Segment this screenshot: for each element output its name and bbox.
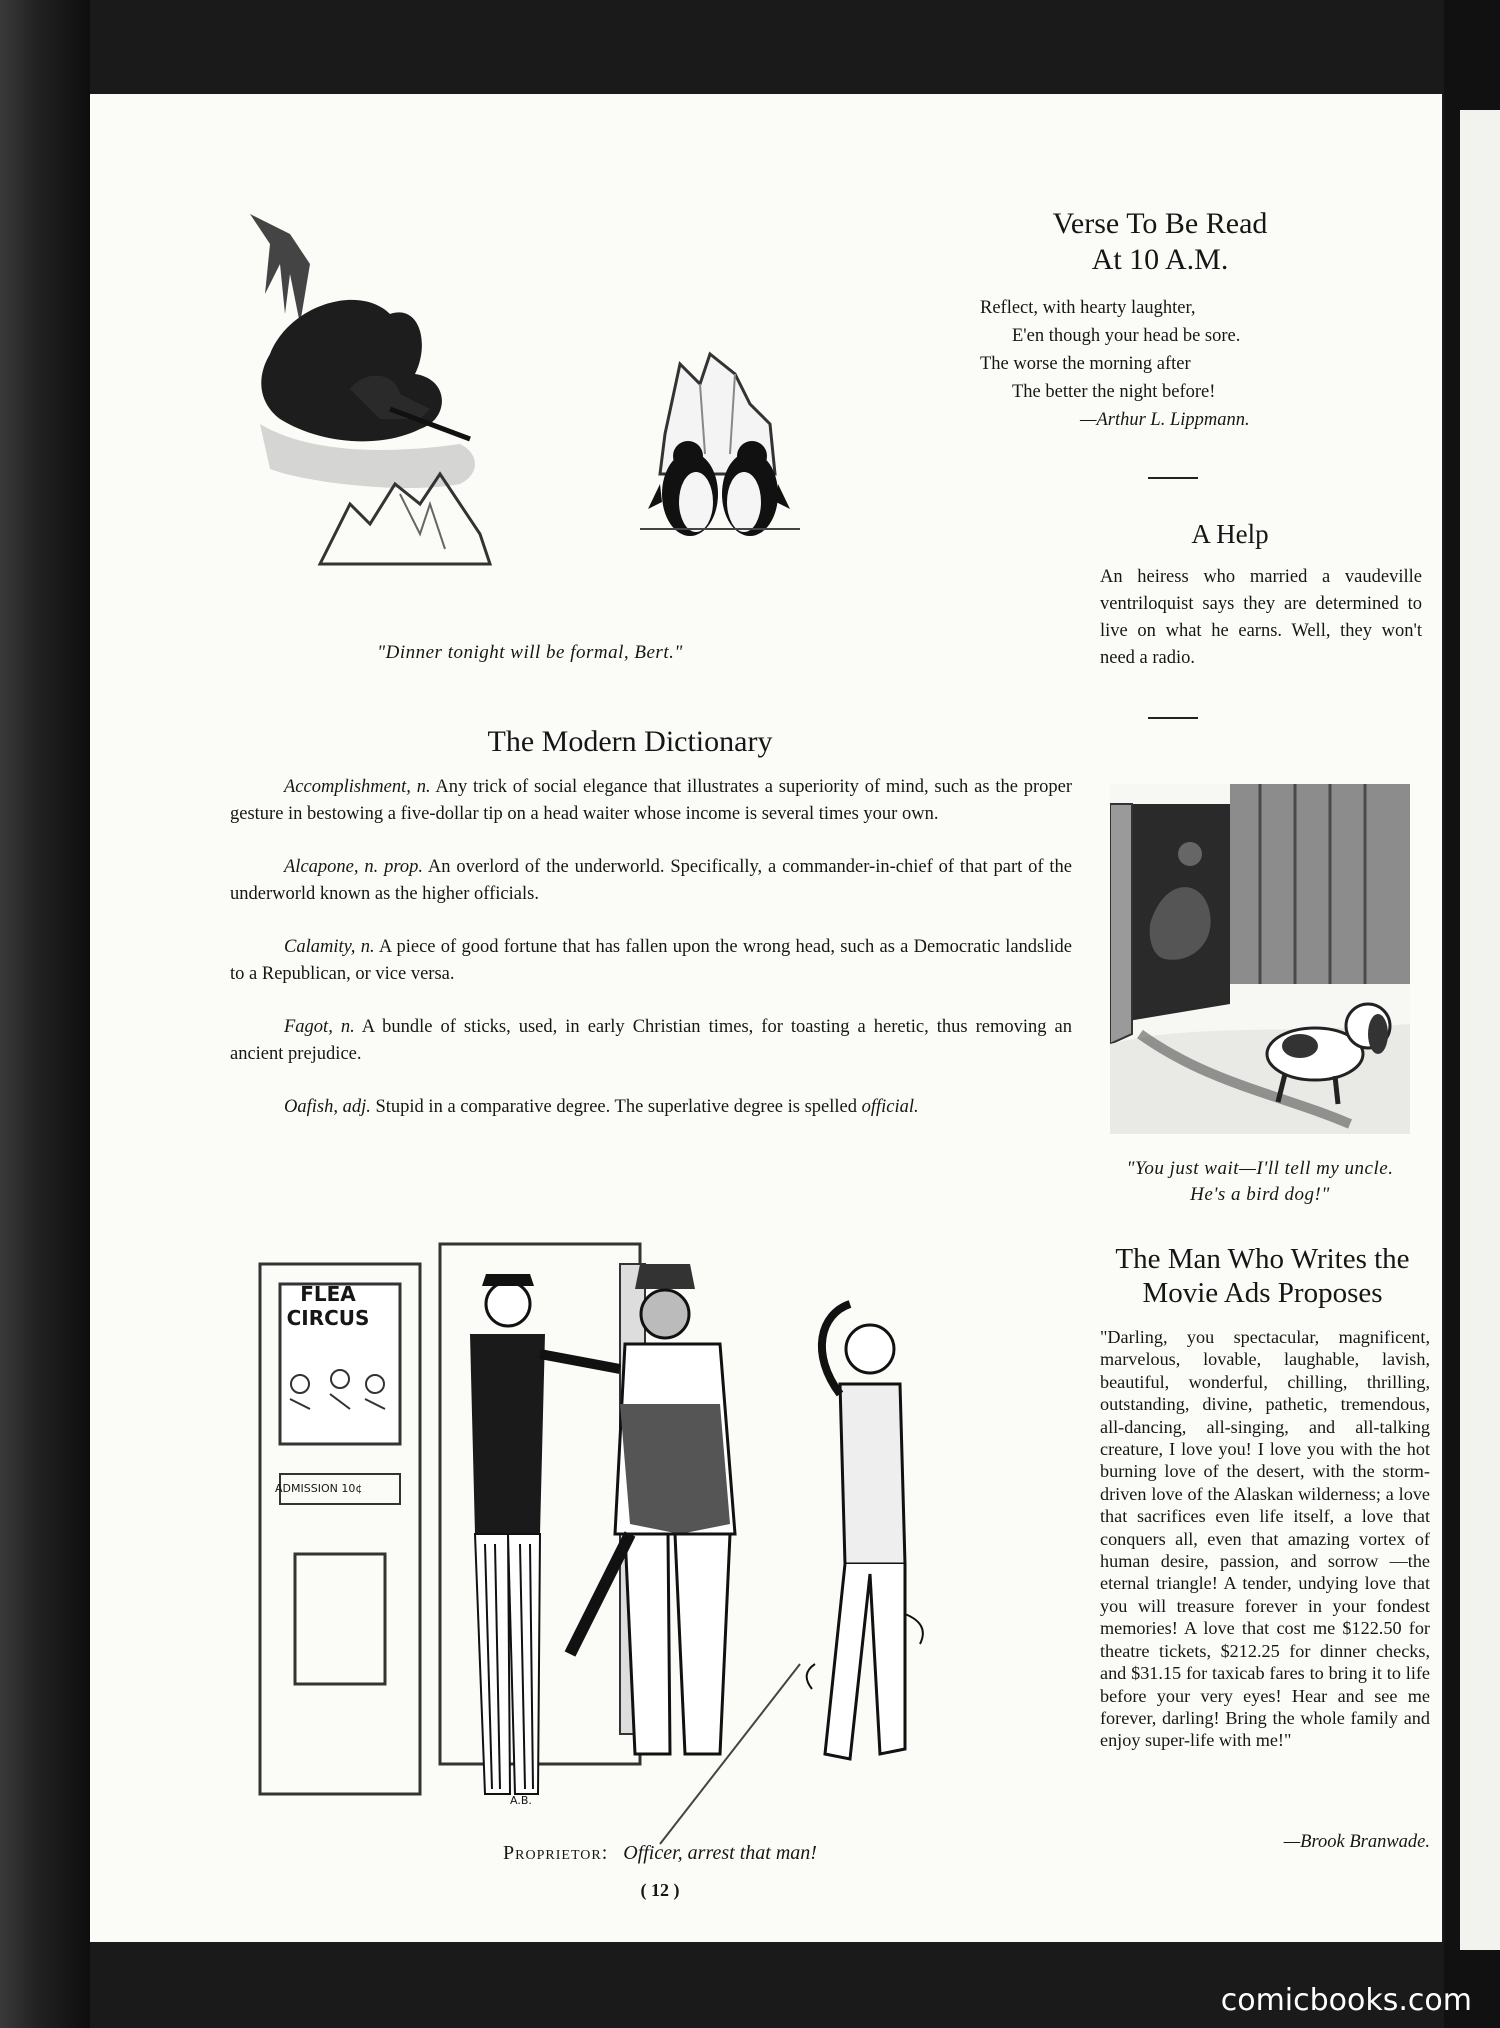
dictionary-term: Fagot, n. [284,1017,355,1037]
flea-circus-poster-text [273,1282,383,1330]
verse-line: The worse the morning after [980,354,1191,374]
dictionary-term: Calamity, n. [284,937,375,957]
bird-dog-drawing [1110,784,1410,1134]
poster-line2: CIRCUS [286,1306,370,1330]
verse-line: E'en though your head be sore. [1012,326,1241,346]
verse-line: The better the night before! [1012,382,1216,402]
cartoon1-caption: "Dinner tonight will be formal, Bert." [377,642,683,663]
verse-section [960,206,1360,434]
dictionary-entry [230,854,1072,908]
dictionary-term: Accomplishment, n. [284,777,431,797]
help-text: An heiress who married a vaudeville ventriloquist says they are determined to live on what he earns. Well, they won't need a radio. [1100,567,1422,668]
verse-author: —Arthur L. Lippmann. [1080,410,1250,430]
movie-ads-title [1090,1242,1435,1310]
cartoon2-caption [1090,1156,1430,1208]
dictionary-title: The Modern Dictionary [487,725,773,758]
scan-left-edge [0,0,90,2028]
dictionary-entry [230,1014,1072,1068]
poster-admission: ADMISSION 10¢ [275,1482,363,1495]
verse-title-line2: At 10 A.M. [1091,243,1229,276]
dictionary-entry [230,934,1072,988]
divider-rule [1148,717,1198,719]
verse-lines [960,294,1360,434]
cartoon2-caption-line1: "You just wait—I'll tell my uncle. [1126,1158,1394,1179]
cartoon-bird-dog [1110,784,1410,1134]
caption-speaker: Proprietor: [503,1842,609,1864]
magazine-page [90,94,1442,1942]
officer-figure [570,1264,735,1754]
verse-title [960,206,1360,278]
proprietor-figure [470,1274,620,1794]
caption-quote: Officer, arrest that man! [623,1842,817,1864]
artist-signature: A.B. [510,1794,532,1807]
dictionary-entry [230,1094,1072,1121]
hunters-penguins-drawing [230,204,830,574]
verse-title-line1: Verse To Be Read [1052,207,1268,240]
cartoon3-caption [240,1842,1080,1865]
help-title: A Help [1191,519,1269,549]
help-section [1100,516,1360,552]
itchy-man-figure [807,1304,923,1759]
dictionary-entry [230,774,1072,828]
next-page-edge [1460,110,1500,1950]
dictionary-term: Alcapone, n. prop. [284,857,423,877]
dictionary-definition: A piece of good fortune that has fallen upon the wrong head, such as a Democratic landslide to a Republican, or vice versa. [230,937,1073,984]
cartoon2-caption-line2: He's a bird dog!" [1190,1184,1330,1205]
movie-title-line2: Movie Ads Proposes [1142,1277,1383,1309]
divider-rule [1148,477,1198,479]
verse-line: Reflect, with hearty laughter, [980,298,1196,318]
dictionary-definition: A bundle of sticks, used, in early Christian times, for toasting a heretic, thus removing an ancient prejudice. [230,1017,1072,1064]
movie-ads-section [1090,1242,1435,1310]
dictionary-definition: Stupid in a comparative degree. The superlative degree is spelled [375,1097,857,1117]
poster-line1: FLEA [300,1282,356,1306]
dictionary-term: Oafish, adj. [284,1097,371,1117]
movie-ads-author: —Brook Branwade. [1283,1832,1430,1852]
page-number: ( 12 ) [640,1880,680,1900]
dictionary-definition: Any trick of social elegance that illustrates a superiority of mind, such as the proper gesture in bestowing a five-dollar tip on a head waiter whose income is several times your own. [230,777,1073,824]
dictionary-entries [230,774,1072,1121]
dictionary-definition-italic: official. [861,1097,919,1117]
movie-ads-text: "Darling, you spectacular, magnificent, marvelous, lovable, laughable, lavish, beautiful, wonderful, chilling, thrilling, outstanding, divine, pathetic, tremendous, all-dancing, all-singing, and all-talking creature, I love you! I love you with the hot burning love of the desert, with the storm-driven love of the Alaskan wilderness; a love that sacrifices even life itself, a love that conquers all, even that amazing vortex of human desire, passion, and sorrow —the eternal triangle! A tender, undying love that you will treasure forever in your fondest memories! A love that cost me $122.50 for theatre tickets, $212.25 for dinner checks, and $31.15 for taxicab fares to bring it to life before your very eyes! Hear and see me forever, darling! Bring the whole family and enjoy super-life with me!" [1100,1327,1430,1751]
movie-title-line1: The Man Who Writes the [1115,1243,1410,1275]
dictionary-section [230,724,1030,760]
cartoon-hunters-penguins [230,204,830,574]
dictionary-definition: An overlord of the underworld. Specifically, a commander-in-chief of that part of the underworld known as the higher officials. [230,857,1072,904]
watermark: comicbooks.com [1220,1983,1472,2018]
